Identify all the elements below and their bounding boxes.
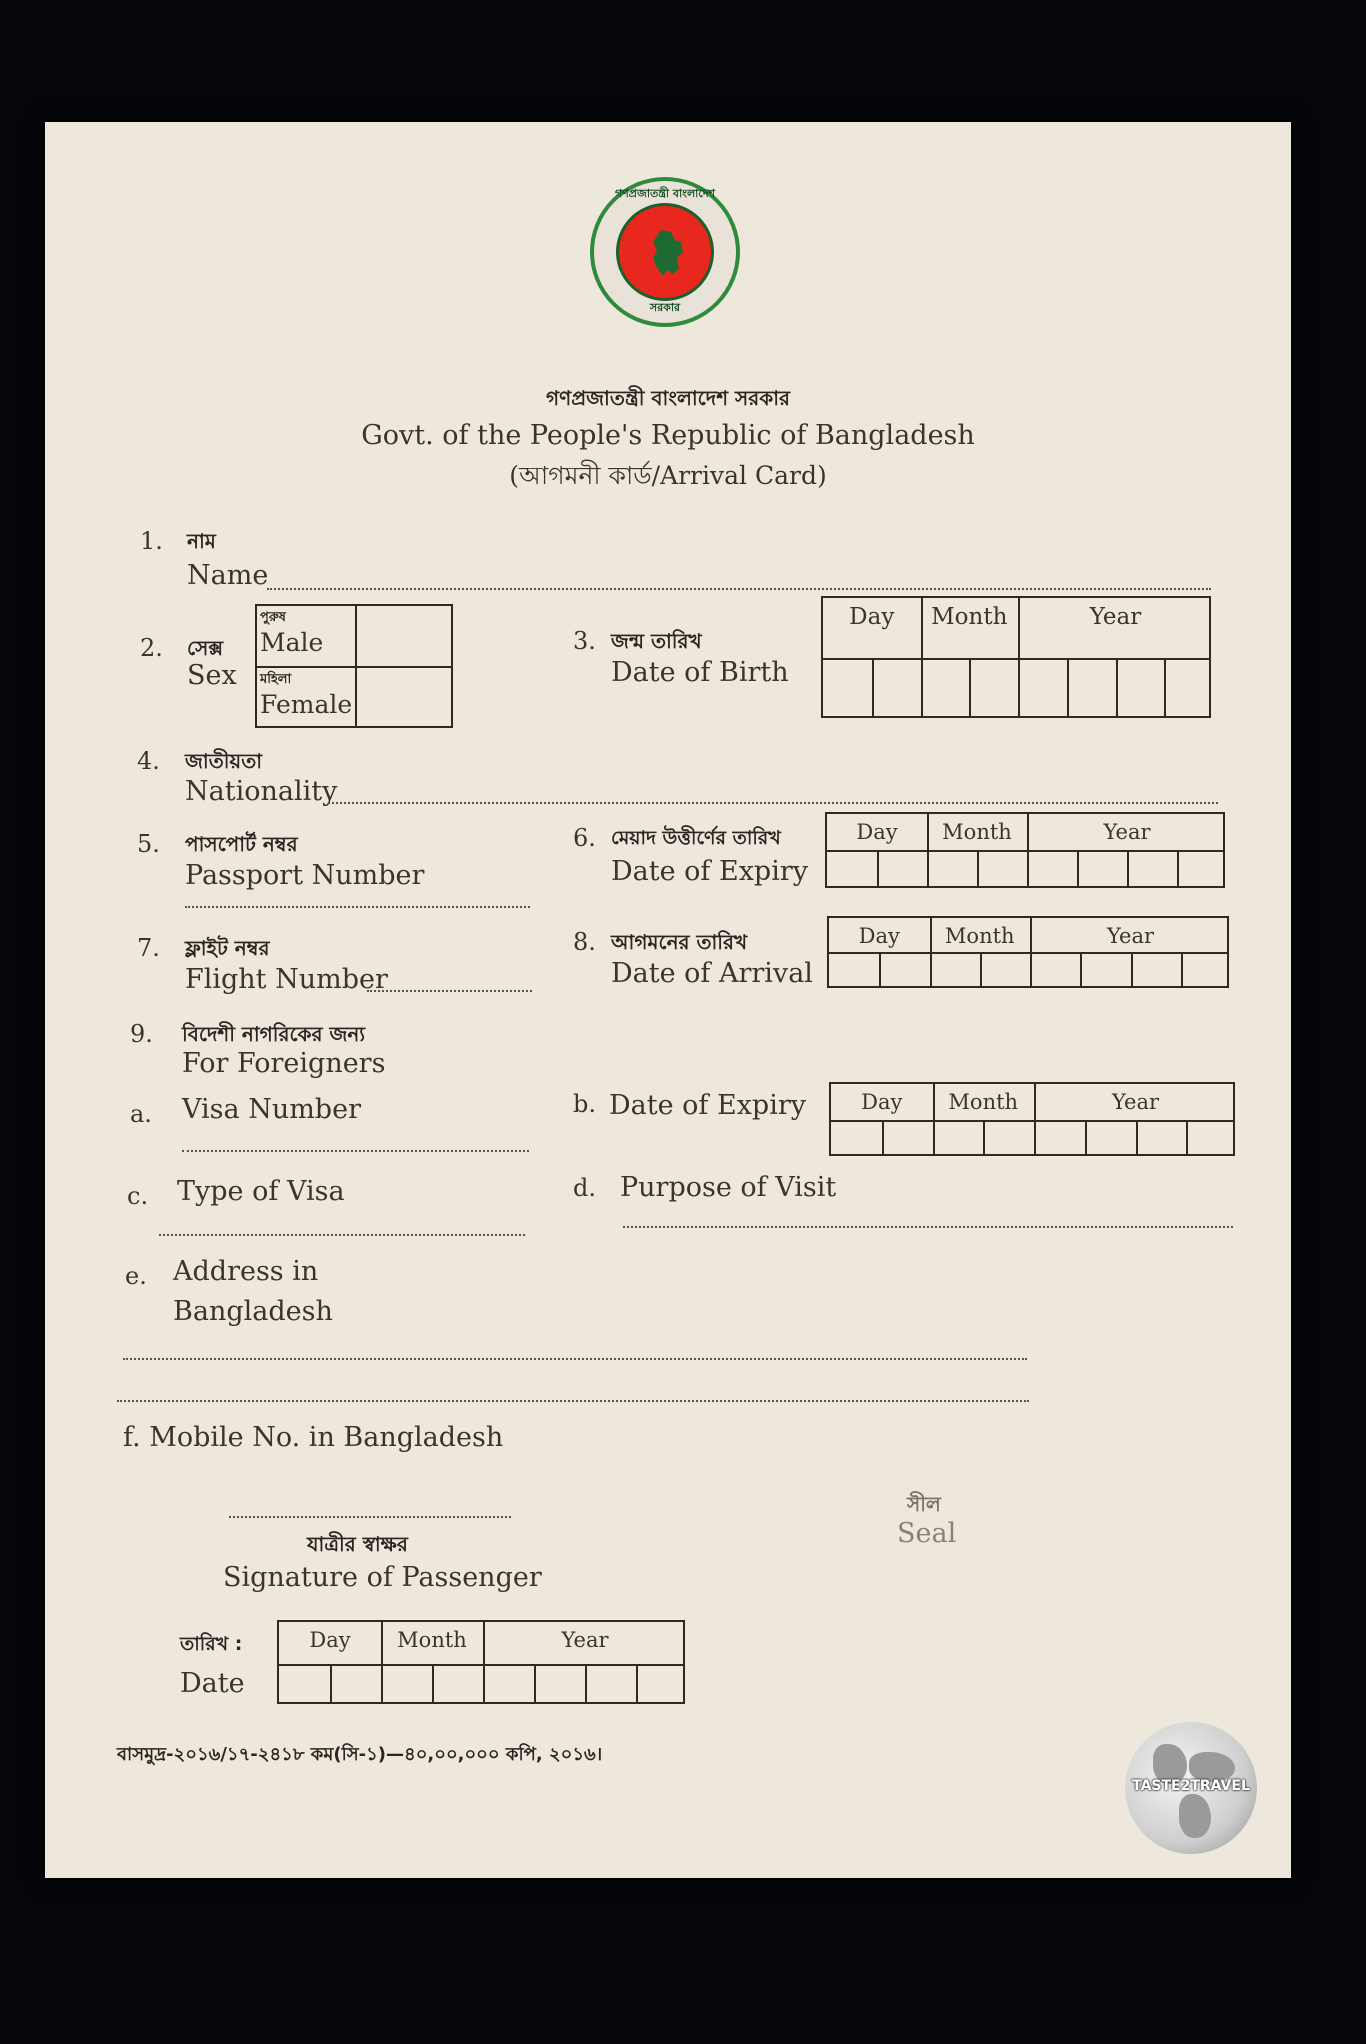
field-3-label: Date of Birth <box>611 657 789 688</box>
field-7-bn: ফ্লাইট নম্বর <box>185 936 270 960</box>
field-7-label: Flight Number <box>185 964 388 995</box>
field-6-bn: মেয়াদ উত্তীর্ণের তারিখ <box>611 827 781 849</box>
seal-area-label: Seal <box>897 1518 957 1549</box>
date-month-label: Month <box>944 924 1015 948</box>
field-8-label: Date of Arrival <box>611 958 813 989</box>
field-6-label: Date of Expiry <box>611 856 809 887</box>
header-en-title: Govt. of the People's Republic of Bangladesh <box>361 420 975 451</box>
date-year-label: Year <box>1106 924 1155 948</box>
date-day-label: Day <box>309 1628 351 1652</box>
flight-number-input-line[interactable] <box>367 990 532 992</box>
field-8-number: 8. <box>573 928 596 956</box>
date-month-label: Month <box>397 1628 467 1652</box>
field-e-letter: e. <box>125 1262 147 1290</box>
date-month-label: Month <box>931 604 1008 630</box>
sex-male-checkbox[interactable] <box>359 608 451 664</box>
field-9-label: For Foreigners <box>182 1048 386 1079</box>
field-c-letter: c. <box>127 1182 149 1210</box>
date-field-bn: তারিখ : <box>180 1633 243 1655</box>
sex-male-bn: পুরুষ <box>260 610 286 625</box>
date-of-expiry-grid[interactable] <box>825 812 1225 888</box>
seal-ring-top: গণপ্রজাতন্ত্রী বাংলাদেশ <box>614 187 716 200</box>
footer-print-info: বাসমুদ্র-২০১৬/১৭-২৪১৮ কম(সি-১)—৪০,০০,০০০ কপি, ২০১৬। <box>117 1744 603 1765</box>
field-4-number: 4. <box>137 747 160 775</box>
seal-ring-bottom: সরকার <box>649 301 681 314</box>
seal-area-bn: সীল <box>907 1492 941 1516</box>
field-5-number: 5. <box>137 830 160 858</box>
sex-checkbox-group <box>255 604 453 728</box>
field-5-bn: পাসপোর্ট নম্বর <box>185 832 298 856</box>
date-day-label: Day <box>849 604 895 630</box>
date-month-label: Month <box>948 1090 1019 1114</box>
arrival-card <box>45 122 1291 1878</box>
signature-label: Signature of Passenger <box>223 1562 542 1593</box>
field-a-letter: a. <box>130 1100 152 1128</box>
passport-number-input-line[interactable] <box>185 906 530 908</box>
date-day-label: Day <box>858 924 900 948</box>
date-month-label: Month <box>942 820 1012 844</box>
watermark-text: TASTE2TRAVEL <box>1132 1778 1250 1794</box>
field-1-number: 1. <box>140 527 163 555</box>
field-a-label: Visa Number <box>182 1094 361 1125</box>
field-d-label: Purpose of Visit <box>620 1172 837 1203</box>
field-1-bn: নাম <box>187 529 216 553</box>
signature-bn: যাত্রীর স্বাক্ষর <box>307 1532 408 1556</box>
field-b-label: Date of Expiry <box>609 1090 807 1121</box>
field-6-number: 6. <box>573 824 596 852</box>
field-c-label: Type of Visa <box>177 1176 345 1207</box>
field-1-label: Name <box>187 560 269 591</box>
field-4-label: Nationality <box>185 776 338 807</box>
field-b-letter: b. <box>573 1090 596 1118</box>
date-year-label: Year <box>561 1628 609 1652</box>
field-f-label: Mobile No. in Bangladesh <box>149 1422 504 1453</box>
address-input-line-1[interactable] <box>123 1358 1027 1360</box>
signature-date-grid[interactable] <box>277 1620 685 1704</box>
date-of-birth-grid[interactable] <box>821 596 1211 718</box>
field-e-label-line1: Address in <box>173 1256 319 1287</box>
date-year-label: Year <box>1103 820 1151 844</box>
field-4-bn: জাতীয়তা <box>185 749 263 773</box>
field-9-bn: বিদেশী নাগরিকের জন্য <box>182 1022 366 1046</box>
field-d-letter: d. <box>573 1174 596 1202</box>
field-3-bn: জন্ম তারিখ <box>611 629 702 653</box>
bangladesh-map-icon <box>647 228 687 278</box>
field-f-letter: f. <box>123 1422 141 1453</box>
field-2-bn: সেক্স <box>187 636 224 660</box>
type-of-visa-input-line[interactable] <box>159 1234 525 1236</box>
address-input-line-2[interactable] <box>117 1400 1029 1402</box>
date-day-label: Day <box>861 1090 903 1114</box>
date-of-arrival-grid[interactable] <box>827 916 1229 988</box>
sex-female-label: Female <box>260 690 353 719</box>
taste2travel-logo <box>1125 1722 1257 1854</box>
purpose-of-visit-input-line[interactable] <box>623 1226 1233 1228</box>
header-bn-title: গণপ্রজাতন্ত্রী বাংলাদেশ সরকার <box>546 386 790 410</box>
mobile-number-input-line[interactable] <box>229 1516 511 1518</box>
government-seal-icon <box>590 177 740 327</box>
sex-female-checkbox[interactable] <box>359 670 451 726</box>
visa-date-of-expiry-grid[interactable] <box>829 1082 1235 1156</box>
date-year-label: Year <box>1089 604 1142 630</box>
name-input-line[interactable] <box>267 588 1211 590</box>
field-2-number: 2. <box>140 634 163 662</box>
date-day-label: Day <box>856 820 898 844</box>
field-2-label: Sex <box>187 660 237 691</box>
field-e-label-line2: Bangladesh <box>173 1296 333 1327</box>
nationality-input-line[interactable] <box>328 802 1218 804</box>
field-8-bn: আগমনের তারিখ <box>611 930 748 954</box>
sex-female-bn: মহিলা <box>260 672 292 687</box>
sex-male-label: Male <box>260 628 324 657</box>
field-9-number: 9. <box>130 1020 153 1048</box>
header-card-type: (আগমনী কার্ড/Arrival Card) <box>509 461 827 490</box>
visa-number-input-line[interactable] <box>182 1150 529 1152</box>
date-field-label: Date <box>180 1668 245 1699</box>
date-year-label: Year <box>1111 1090 1160 1114</box>
field-5-label: Passport Number <box>185 860 425 891</box>
field-3-number: 3. <box>573 627 596 655</box>
field-7-number: 7. <box>137 934 160 962</box>
